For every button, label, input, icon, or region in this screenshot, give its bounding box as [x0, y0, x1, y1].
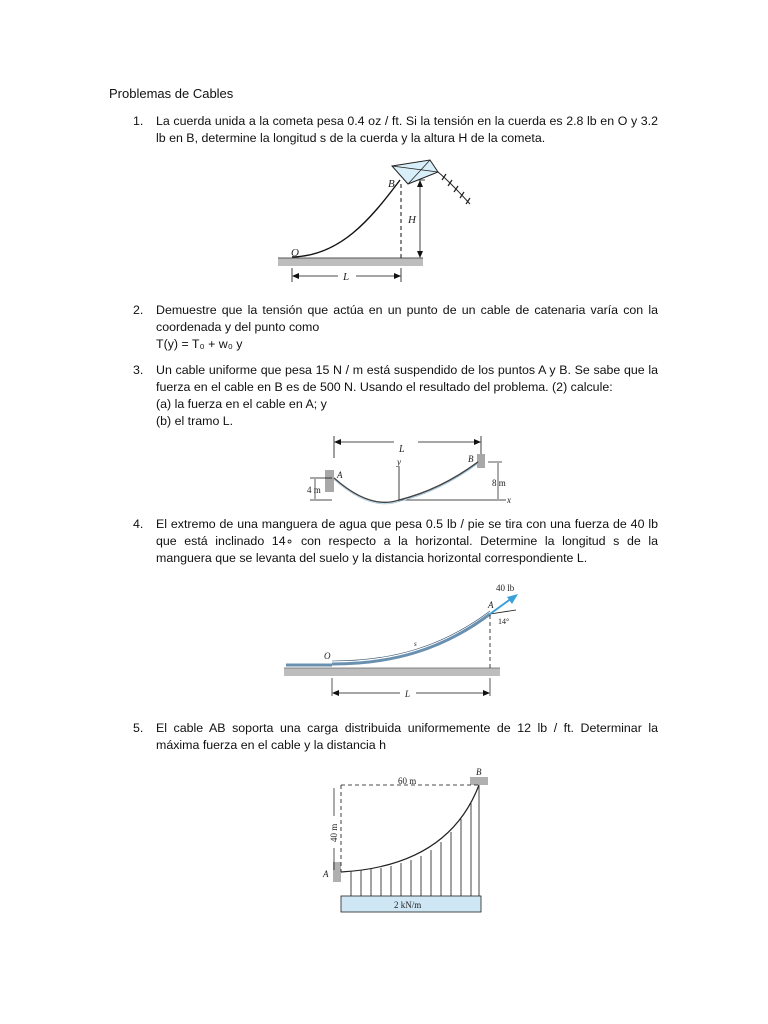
ground: [278, 258, 423, 266]
label-h: H: [408, 214, 416, 226]
cable: [341, 785, 479, 872]
label-a: A: [488, 600, 494, 610]
distributed-load-figure: [318, 764, 498, 916]
problem-3: [133, 362, 658, 430]
label-b: B: [468, 454, 474, 464]
label-8m: 8 m: [492, 478, 506, 488]
kite-string: [292, 180, 400, 257]
label-angle: 14°: [498, 617, 510, 626]
label-4m: 4 m: [307, 485, 321, 495]
label-a: A: [323, 869, 329, 879]
label-o: O: [291, 247, 299, 259]
kite-tail: [438, 172, 470, 204]
label-l: L: [405, 689, 411, 699]
label-b: B: [388, 178, 395, 190]
label-b: B: [476, 767, 482, 777]
hose-figure: [282, 580, 522, 705]
support-b: [470, 777, 488, 785]
problem-4: [133, 516, 658, 567]
label-60m: 60 m: [398, 776, 417, 786]
label-l: L: [343, 271, 350, 283]
problem-number: 5.: [133, 721, 144, 735]
kite-figure: [270, 150, 490, 290]
problem-number: 1.: [133, 114, 144, 128]
problem-5: [133, 720, 658, 754]
problem-number: 3.: [133, 363, 144, 377]
item-b: (b) el tramo L.: [156, 414, 234, 428]
page-title: Problemas de Cables: [109, 86, 234, 101]
label-y: y: [397, 457, 401, 467]
support-a: [325, 470, 334, 492]
problem-text: La cuerda unida a la cometa pesa 0.4 oz / ft. Si la tensión en la cuerda es 2.8 lb en O y 3.2 lb en B, determine la longitud s de la cuerda y la altura H de la cometa.: [156, 114, 658, 145]
catenary-figure: [300, 432, 520, 512]
problem-text: El extremo de una manguera de agua que pesa 0.5 lb / pie se tira con una fuerza de 40 lb que está inclinado 14∘ con respecto a la horizontal. Determine la longitud s de la manguera que se levanta del suelo y la distancia horizontal correspondiente L.: [156, 517, 658, 565]
problem-number: 2.: [133, 303, 144, 317]
problem-1: [133, 113, 658, 147]
cable: [334, 462, 478, 502]
label-force: 40 lb: [496, 583, 515, 593]
label-s: s: [414, 640, 417, 648]
formula: T(y) = T₀ + w₀ y: [156, 337, 243, 351]
item-a: (a) la fuerza en el cable en A; y: [156, 397, 327, 411]
problem-2: [133, 302, 658, 353]
label-40m: 40 m: [329, 823, 339, 842]
label-a: A: [337, 470, 343, 480]
label-l: L: [399, 444, 405, 455]
support-b: [477, 454, 485, 468]
ground: [284, 668, 500, 676]
problem-number: 4.: [133, 517, 144, 531]
label-o: O: [324, 651, 331, 661]
hangers: [351, 785, 479, 896]
hose: [332, 614, 490, 664]
problem-text: El cable AB soporta una carga distribuida uniformemente de 12 lb / ft. Determinar la máxima fuerza en el cable y la distancia h: [156, 721, 658, 752]
label-x: x: [507, 495, 511, 505]
problem-text: Demuestre que la tensión que actúa en un punto de un cable de catenaria varía con la coordenada y del punto como: [156, 303, 658, 334]
problem-text: Un cable uniforme que pesa 15 N / m está suspendido de los puntos A y B. Se sabe que la fuerza en el cable en B es de 500 N. Usando el resultado del problema. (2) calcule:: [156, 363, 658, 394]
label-load: 2 kN/m: [394, 900, 422, 910]
